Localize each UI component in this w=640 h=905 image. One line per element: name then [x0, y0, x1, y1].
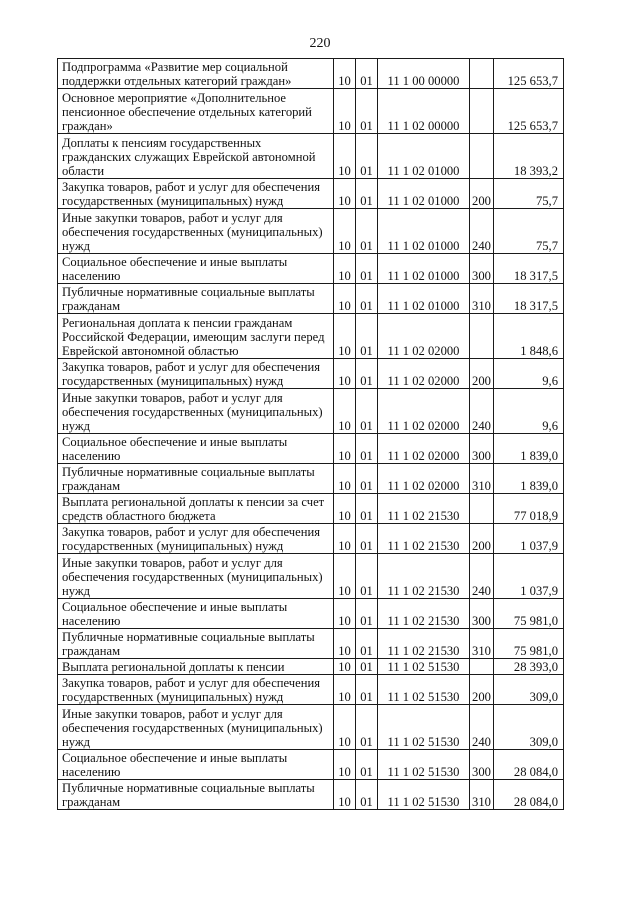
row-target-article-code: 11 1 02 21530 [378, 524, 470, 554]
row-subsection-code: 01 [356, 389, 378, 434]
row-subsection-code: 01 [356, 554, 378, 599]
row-expense-type-code: 200 [470, 359, 494, 389]
row-amount: 125 653,7 [494, 59, 564, 89]
row-target-article-code: 11 1 02 21530 [378, 494, 470, 524]
row-target-article-code: 11 1 02 51530 [378, 659, 470, 675]
row-amount: 309,0 [494, 675, 564, 705]
row-amount: 28 084,0 [494, 780, 564, 810]
table-row [58, 59, 564, 89]
row-expense-type-code [470, 314, 494, 359]
row-section-code: 10 [334, 705, 356, 750]
row-section-code: 10 [334, 179, 356, 209]
row-expense-type-code [470, 494, 494, 524]
table-row [58, 314, 564, 359]
row-amount: 1 037,9 [494, 524, 564, 554]
row-name: Основное мероприятие «Дополнительное пенсионное обеспечение отдельных категорий граждан» [58, 89, 334, 134]
row-name: Закупка товаров, работ и услуг для обеспечения государственных (муниципальных) нужд [58, 179, 334, 209]
row-amount: 1 839,0 [494, 464, 564, 494]
row-section-code: 10 [334, 254, 356, 284]
row-section-code: 10 [334, 494, 356, 524]
row-section-code: 10 [334, 359, 356, 389]
budget-table [57, 58, 564, 810]
row-amount: 75 981,0 [494, 599, 564, 629]
row-amount: 18 317,5 [494, 284, 564, 314]
table-row [58, 750, 564, 780]
table-row [58, 629, 564, 659]
row-name: Подпрограмма «Развитие мер социальной поддержки отдельных категорий граждан» [58, 59, 334, 89]
row-section-code: 10 [334, 284, 356, 314]
row-amount: 1 037,9 [494, 554, 564, 599]
row-expense-type-code: 200 [470, 524, 494, 554]
row-target-article-code: 11 1 02 21530 [378, 629, 470, 659]
row-section-code: 10 [334, 629, 356, 659]
row-section-code: 10 [334, 780, 356, 810]
row-target-article-code: 11 1 02 02000 [378, 389, 470, 434]
table-row [58, 494, 564, 524]
row-name: Иные закупки товаров, работ и услуг для обеспечения государственных (муниципальных) нужд [58, 705, 334, 750]
row-name: Закупка товаров, работ и услуг для обеспечения государственных (муниципальных) нужд [58, 359, 334, 389]
table-row [58, 134, 564, 179]
table-row [58, 359, 564, 389]
table-row [58, 89, 564, 134]
row-target-article-code: 11 1 02 02000 [378, 434, 470, 464]
row-amount: 309,0 [494, 705, 564, 750]
row-expense-type-code: 310 [470, 629, 494, 659]
row-name: Иные закупки товаров, работ и услуг для обеспечения государственных (муниципальных) нужд [58, 209, 334, 254]
row-name: Публичные нормативные социальные выплаты гражданам [58, 284, 334, 314]
row-expense-type-code: 310 [470, 780, 494, 810]
row-amount: 28 084,0 [494, 750, 564, 780]
row-section-code: 10 [334, 389, 356, 434]
row-section-code: 10 [334, 209, 356, 254]
row-subsection-code: 01 [356, 89, 378, 134]
row-subsection-code: 01 [356, 59, 378, 89]
row-subsection-code: 01 [356, 675, 378, 705]
row-amount: 75 981,0 [494, 629, 564, 659]
row-target-article-code: 11 1 02 01000 [378, 134, 470, 179]
table-row [58, 675, 564, 705]
row-subsection-code: 01 [356, 705, 378, 750]
table-row [58, 434, 564, 464]
row-subsection-code: 01 [356, 434, 378, 464]
row-name: Закупка товаров, работ и услуг для обеспечения государственных (муниципальных) нужд [58, 524, 334, 554]
row-subsection-code: 01 [356, 254, 378, 284]
table-row [58, 389, 564, 434]
row-expense-type-code: 240 [470, 389, 494, 434]
row-expense-type-code: 300 [470, 254, 494, 284]
row-section-code: 10 [334, 464, 356, 494]
row-name: Публичные нормативные социальные выплаты гражданам [58, 780, 334, 810]
row-subsection-code: 01 [356, 659, 378, 675]
row-name: Иные закупки товаров, работ и услуг для обеспечения государственных (муниципальных) нужд [58, 554, 334, 599]
row-amount: 1 848,6 [494, 314, 564, 359]
row-expense-type-code: 240 [470, 209, 494, 254]
row-section-code: 10 [334, 750, 356, 780]
row-subsection-code: 01 [356, 629, 378, 659]
table-row [58, 705, 564, 750]
row-amount: 18 317,5 [494, 254, 564, 284]
table-row [58, 524, 564, 554]
row-section-code: 10 [334, 675, 356, 705]
row-expense-type-code: 200 [470, 179, 494, 209]
row-expense-type-code: 310 [470, 284, 494, 314]
table-row [58, 254, 564, 284]
row-section-code: 10 [334, 314, 356, 359]
page-number: 220 [309, 36, 331, 51]
row-subsection-code: 01 [356, 134, 378, 179]
row-subsection-code: 01 [356, 780, 378, 810]
row-expense-type-code [470, 59, 494, 89]
row-section-code: 10 [334, 134, 356, 179]
row-section-code: 10 [334, 554, 356, 599]
row-target-article-code: 11 1 02 01000 [378, 179, 470, 209]
row-target-article-code: 11 1 02 02000 [378, 359, 470, 389]
row-target-article-code: 11 1 02 01000 [378, 209, 470, 254]
row-amount: 77 018,9 [494, 494, 564, 524]
row-section-code: 10 [334, 434, 356, 464]
row-expense-type-code: 240 [470, 554, 494, 599]
row-expense-type-code: 300 [470, 750, 494, 780]
row-amount: 75,7 [494, 179, 564, 209]
row-name: Социальное обеспечение и иные выплаты населению [58, 750, 334, 780]
row-section-code: 10 [334, 59, 356, 89]
row-subsection-code: 01 [356, 314, 378, 359]
row-target-article-code: 11 1 02 01000 [378, 254, 470, 284]
row-expense-type-code [470, 659, 494, 675]
row-target-article-code: 11 1 02 21530 [378, 554, 470, 599]
row-amount: 125 653,7 [494, 89, 564, 134]
row-expense-type-code: 300 [470, 599, 494, 629]
row-section-code: 10 [334, 89, 356, 134]
row-expense-type-code: 300 [470, 434, 494, 464]
row-target-article-code: 11 1 02 01000 [378, 284, 470, 314]
table-row [58, 209, 564, 254]
row-subsection-code: 01 [356, 494, 378, 524]
row-name: Публичные нормативные социальные выплаты гражданам [58, 629, 334, 659]
row-amount: 28 393,0 [494, 659, 564, 675]
row-expense-type-code: 240 [470, 705, 494, 750]
row-amount: 9,6 [494, 359, 564, 389]
table-row [58, 659, 564, 675]
row-name: Доплаты к пенсиям государственных гражданских служащих Еврейской автономной области [58, 134, 334, 179]
row-name: Социальное обеспечение и иные выплаты населению [58, 599, 334, 629]
row-target-article-code: 11 1 02 51530 [378, 750, 470, 780]
row-subsection-code: 01 [356, 359, 378, 389]
row-amount: 18 393,2 [494, 134, 564, 179]
row-section-code: 10 [334, 659, 356, 675]
row-name: Региональная доплата к пенсии гражданам Российской Федерации, имеющим заслуги перед Еврейской автономной областью [58, 314, 334, 359]
row-expense-type-code [470, 134, 494, 179]
budget-table-body [58, 59, 564, 810]
row-name: Закупка товаров, работ и услуг для обеспечения государственных (муниципальных) нужд [58, 675, 334, 705]
row-subsection-code: 01 [356, 750, 378, 780]
row-expense-type-code: 200 [470, 675, 494, 705]
row-expense-type-code [470, 89, 494, 134]
table-row [58, 284, 564, 314]
row-subsection-code: 01 [356, 179, 378, 209]
row-target-article-code: 11 1 02 51530 [378, 705, 470, 750]
row-target-article-code: 11 1 02 02000 [378, 314, 470, 359]
row-name: Социальное обеспечение и иные выплаты населению [58, 434, 334, 464]
row-target-article-code: 11 1 02 51530 [378, 780, 470, 810]
row-target-article-code: 11 1 00 00000 [378, 59, 470, 89]
row-subsection-code: 01 [356, 524, 378, 554]
row-expense-type-code: 310 [470, 464, 494, 494]
row-name: Социальное обеспечение и иные выплаты населению [58, 254, 334, 284]
row-name: Выплата региональной доплаты к пенсии [58, 659, 334, 675]
row-section-code: 10 [334, 599, 356, 629]
row-target-article-code: 11 1 02 51530 [378, 675, 470, 705]
row-target-article-code: 11 1 02 02000 [378, 464, 470, 494]
table-row [58, 599, 564, 629]
row-amount: 1 839,0 [494, 434, 564, 464]
row-target-article-code: 11 1 02 21530 [378, 599, 470, 629]
row-subsection-code: 01 [356, 209, 378, 254]
row-amount: 9,6 [494, 389, 564, 434]
row-subsection-code: 01 [356, 599, 378, 629]
table-row [58, 554, 564, 599]
table-row [58, 179, 564, 209]
row-subsection-code: 01 [356, 464, 378, 494]
row-section-code: 10 [334, 524, 356, 554]
row-subsection-code: 01 [356, 284, 378, 314]
row-amount: 75,7 [494, 209, 564, 254]
row-name: Публичные нормативные социальные выплаты гражданам [58, 464, 334, 494]
table-row [58, 780, 564, 810]
row-target-article-code: 11 1 02 00000 [378, 89, 470, 134]
row-name: Иные закупки товаров, работ и услуг для обеспечения государственных (муниципальных) нужд [58, 389, 334, 434]
table-row [58, 464, 564, 494]
row-name: Выплата региональной доплаты к пенсии за счет средств областного бюджета [58, 494, 334, 524]
